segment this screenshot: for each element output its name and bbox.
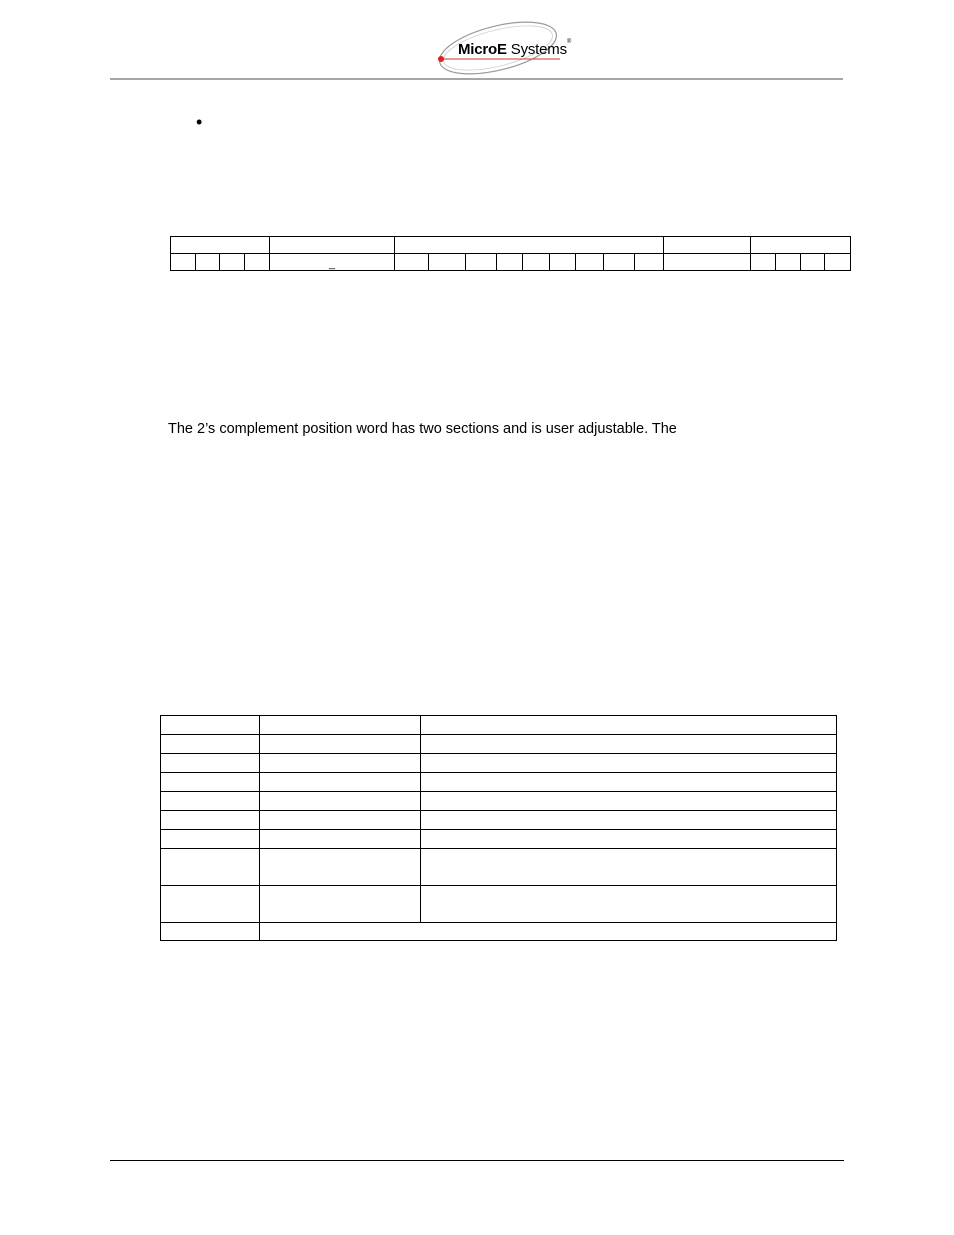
footer-rule: [110, 1160, 844, 1161]
table-row: [161, 792, 837, 811]
table-cell: [260, 849, 421, 886]
table-cell: [260, 830, 421, 849]
table-row: [161, 849, 837, 886]
logo-laser-dot-icon: [438, 56, 444, 62]
table-cell: [260, 773, 421, 792]
bit-table-header-cell: [270, 237, 395, 254]
table-cell: [161, 923, 260, 941]
table-cell: [260, 923, 837, 941]
bit-cell: [635, 254, 664, 271]
bit-table-header-cell: [751, 237, 851, 254]
microe-logo: [434, 20, 572, 76]
table-cell: [161, 830, 260, 849]
table-cell: [161, 849, 260, 886]
table-row: [161, 923, 837, 941]
table-cell: [260, 735, 421, 754]
table-cell: [161, 792, 260, 811]
table-cell: [421, 754, 837, 773]
table-row: [161, 773, 837, 792]
table-row: [161, 754, 837, 773]
bit-cell: [576, 254, 604, 271]
bit-cell: [801, 254, 825, 271]
table-cell: [161, 716, 260, 735]
bit-table-header-cell: [664, 237, 751, 254]
table-cell: [260, 792, 421, 811]
bit-cell: [550, 254, 576, 271]
table-row: [161, 735, 837, 754]
bit-table-header-row: [171, 237, 851, 254]
bullet-point: •: [196, 112, 203, 132]
register-table: [160, 715, 837, 941]
table-row: [161, 830, 837, 849]
table-cell: [260, 754, 421, 773]
bit-cell: [196, 254, 220, 271]
bit-cell: [751, 254, 776, 271]
bit-cell: [664, 254, 751, 271]
table-cell: [421, 716, 837, 735]
table-cell: [161, 886, 260, 923]
bit-cell: [220, 254, 245, 271]
bit-cell: [523, 254, 550, 271]
table-row: [161, 811, 837, 830]
table-row: [161, 716, 837, 735]
logo-text: MicroE Systems®: [458, 39, 572, 58]
table-cell: [421, 773, 837, 792]
table-cell: [161, 773, 260, 792]
table-cell: [161, 754, 260, 773]
bit-cell: [171, 254, 196, 271]
table-cell: [421, 792, 837, 811]
bit-table-header-cell: [395, 237, 664, 254]
table-cell: [421, 811, 837, 830]
table-cell: [260, 716, 421, 735]
bit-cell: _: [270, 254, 395, 271]
bit-cell: [604, 254, 635, 271]
table-cell: [421, 849, 837, 886]
bit-cell: [497, 254, 523, 271]
bit-field-table: [170, 236, 851, 271]
table-cell: [421, 830, 837, 849]
table-cell: [421, 735, 837, 754]
bit-table-data-row: [171, 254, 851, 271]
table-row: [161, 886, 837, 923]
table-cell: [421, 886, 837, 923]
bit-cell: [429, 254, 466, 271]
bit-cell: [466, 254, 497, 271]
table-cell: [260, 811, 421, 830]
bit-cell: [245, 254, 270, 271]
table-cell: [161, 735, 260, 754]
table-cell: [260, 886, 421, 923]
bit-table-header-cell: [171, 237, 270, 254]
header-rule: [110, 78, 843, 80]
body-paragraph: The 2’s complement position word has two sections and is user adjustable. The: [168, 421, 677, 437]
table-cell: [161, 811, 260, 830]
bit-cell: [776, 254, 801, 271]
bit-cell: [395, 254, 429, 271]
bit-cell: [825, 254, 851, 271]
